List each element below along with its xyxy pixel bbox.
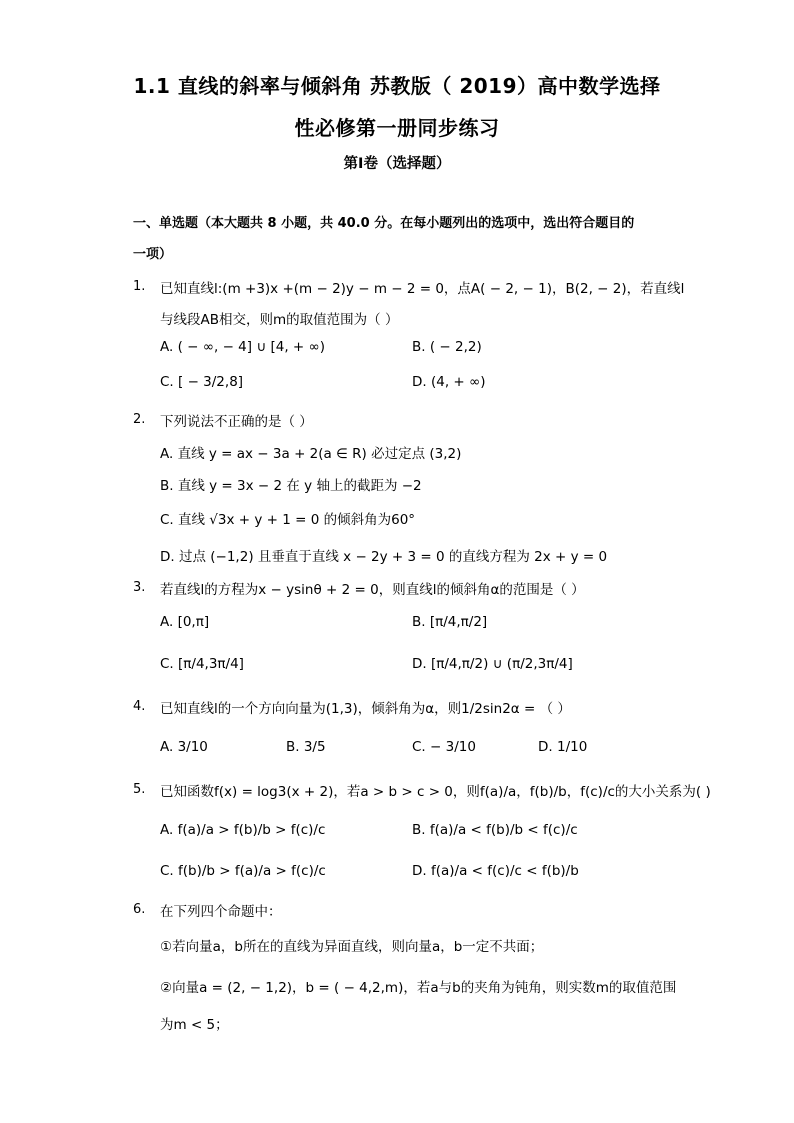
question-stem: 下列说法不正确的是（ ） — [160, 414, 313, 430]
section-heading-line1: 一、单选题（本大题共 8 小题，共 40.0 分。在每小题列出的选项中，选出符合题目的 — [133, 216, 635, 231]
option-c[interactable]: C. f(b)/b > f(a)/a > f(c)/c — [160, 863, 326, 879]
option-b[interactable]: B. ( − 2,2) — [412, 339, 482, 355]
option-a[interactable]: A. 3/10 — [160, 739, 208, 755]
option-d[interactable]: D. 1/10 — [538, 739, 588, 755]
question-number: 6. — [133, 902, 146, 917]
option-c[interactable]: C. 直线 √3x + y + 1 = 0 的倾斜角为60° — [160, 512, 416, 528]
option-b[interactable]: B. 3/5 — [286, 739, 326, 755]
option-b[interactable]: B. [π/4,π/2] — [412, 614, 488, 630]
question-number: 3. — [133, 580, 146, 595]
proposition-2: ②向量a = (2, − 1,2)，b = ( − 4,2,m)，若a与b的夹角为钝角，则实数m的取值范围 — [160, 980, 677, 996]
question-stem: 在下列四个命题中： — [160, 904, 282, 920]
option-c[interactable]: C. [π/4,3π/4] — [160, 656, 244, 672]
question-stem: 若直线l的方程为x − ysinθ + 2 = 0，则直线l的倾斜角α的范围是（ ） — [160, 582, 585, 598]
option-a[interactable]: A. 直线 y = ax − 3a + 2(a ∈ R) 必过定点 (3,2) — [160, 446, 462, 462]
question-stem: 已知直线l:(m +3)x +(m − 2)y − m − 2 = 0，点A( − 2, − 1)，B(2, − 2)，若直线l — [160, 281, 685, 297]
option-c[interactable]: C. [ − 3/2,8] — [160, 374, 244, 390]
question-stem: 已知直线l的一个方向向量为(1,3)，倾斜角为α，则1/2sin2α = （ ） — [160, 701, 571, 717]
proposition-2-continued: 为m < 5； — [160, 1017, 229, 1033]
question-stem: 与线段AB相交，则m的取值范围为（ ） — [160, 312, 399, 328]
option-b[interactable]: B. 直线 y = 3x − 2 在 y 轴上的截距为 −2 — [160, 478, 422, 494]
option-d[interactable]: D. f(a)/a < f(c)/c < f(b)/b — [412, 863, 579, 879]
proposition-1: ①若向量a，b所在的直线为异面直线，则向量a，b一定不共面； — [160, 939, 544, 955]
option-d[interactable]: D. [π/4,π/2) ∪ (π/2,3π/4] — [412, 656, 573, 672]
document-title-line1: 1.1 直线的斜率与倾斜角 苏教版（ 2019）高中数学选择 — [133, 74, 661, 98]
option-a[interactable]: A. [0,π] — [160, 614, 210, 630]
question-stem: 已知函数f(x) = log3(x + 2)，若a > b > c > 0，则f(a)/a，f(b)/b，f(c)/c的大小关系为( ) — [160, 784, 711, 800]
option-c[interactable]: C. − 3/10 — [412, 739, 476, 755]
question-number: 4. — [133, 699, 146, 714]
option-b[interactable]: B. f(a)/a < f(b)/b < f(c)/c — [412, 822, 578, 838]
question-number: 2. — [133, 412, 146, 427]
option-a[interactable]: A. ( − ∞, − 4] ∪ [4, + ∞) — [160, 339, 326, 355]
option-d[interactable]: D. (4, + ∞) — [412, 374, 486, 390]
question-number: 1. — [133, 279, 146, 294]
question-number: 5. — [133, 782, 146, 797]
section-heading-line2: 一项） — [133, 247, 173, 262]
document-title-line2: 性必修第一册同步练习 — [294, 116, 500, 140]
option-a[interactable]: A. f(a)/a > f(b)/b > f(c)/c — [160, 822, 326, 838]
volume-heading: 第Ⅰ卷（选择题） — [343, 156, 451, 172]
option-d[interactable]: D. 过点 (−1,2) 且垂直于直线 x − 2y + 3 = 0 的直线方程为 2x + y = 0 — [160, 549, 608, 565]
